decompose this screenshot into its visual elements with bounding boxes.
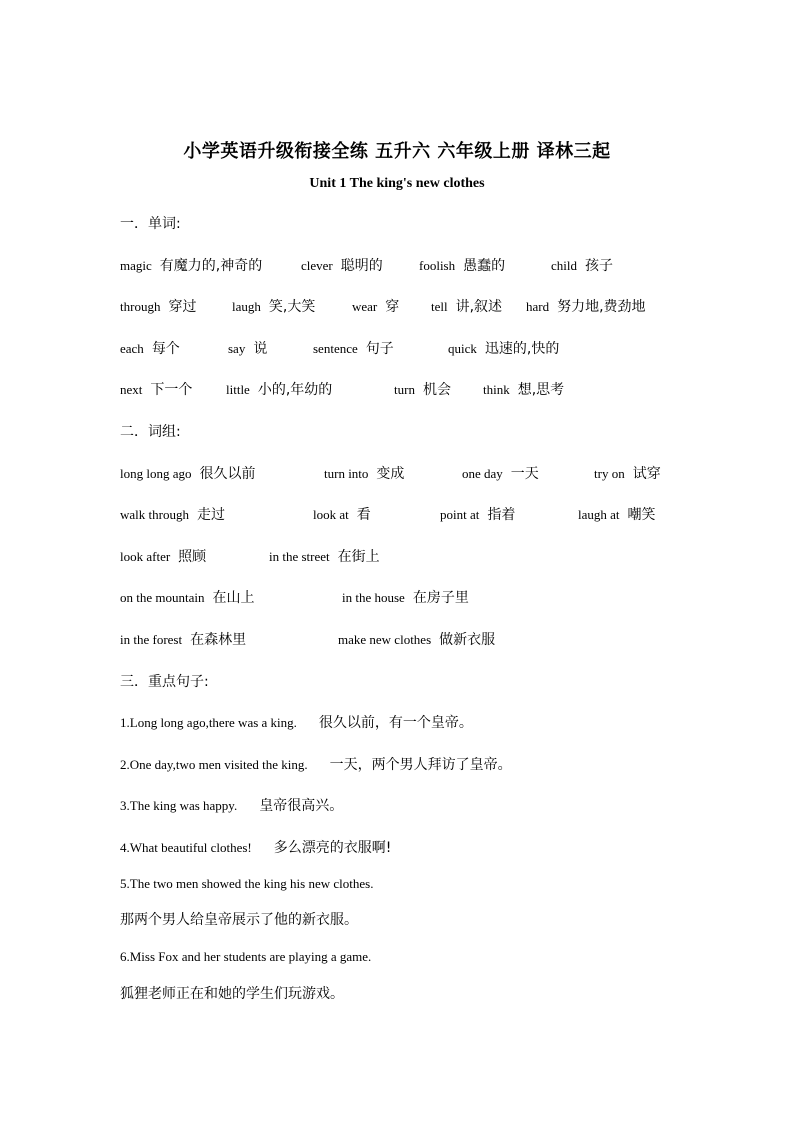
phrase-item: make new clothes 做新衣服	[338, 632, 496, 648]
section-words-heading: 一．单词:	[120, 216, 181, 232]
sentence-translation: 那两个男人给皇帝展示了他的新衣服。	[120, 912, 358, 928]
word-item: foolish 愚蠢的	[419, 258, 506, 274]
sentence-line: 3.The king was happy. 皇帝很高兴。	[120, 798, 344, 814]
section-phrases-heading: 二．词组:	[120, 424, 181, 440]
phrase-item: in the forest 在森林里	[120, 632, 247, 648]
sentence-translation: 狐狸老师正在和她的学生们玩游戏。	[120, 986, 344, 1002]
phrase-item: look at 看	[313, 507, 371, 523]
sentence-line: 1.Long long ago,there was a king. 很久以前，有一个皇帝。	[120, 715, 473, 731]
phrase-item: walk through 走过	[120, 507, 225, 523]
sentence-line: 2.One day,two men visited the king. 一天，两个男人拜访了皇帝。	[120, 757, 512, 773]
phrase-item: try on 试穿	[594, 466, 661, 482]
phrase-item: turn into 变成	[324, 466, 405, 482]
phrase-item: laugh at 嘲笑	[578, 507, 656, 523]
word-item: think 想,思考	[483, 382, 565, 398]
unit-subtitle: Unit 1 The king's new clothes	[309, 176, 485, 191]
phrase-item: on the mountain 在山上	[120, 590, 255, 606]
word-item: tell 讲,叙述	[431, 299, 503, 315]
word-item: magic 有魔力的,神奇的	[120, 258, 263, 274]
word-item: sentence 句子	[313, 341, 394, 357]
phrase-item: one day 一天	[462, 466, 539, 482]
word-item: little 小的,年幼的	[226, 382, 333, 398]
sentence-line: 4.What beautiful clothes! 多么漂亮的衣服啊!	[120, 840, 392, 856]
word-item: each 每个	[120, 341, 180, 357]
word-item: hard 努力地,费劲地	[526, 299, 646, 315]
phrase-item: in the street 在街上	[269, 549, 380, 565]
word-item: wear 穿	[352, 299, 400, 315]
word-item: child 孩子	[551, 258, 613, 274]
sentence-line: 5.The two men showed the king his new clothes.	[120, 876, 374, 891]
word-item: say 说	[228, 341, 268, 357]
phrase-item: point at 指着	[440, 507, 516, 523]
phrase-item: long long ago 很久以前	[120, 466, 256, 482]
word-item: quick 迅速的,快的	[448, 341, 560, 357]
phrase-item: look after 照顾	[120, 549, 207, 565]
word-item: clever 聪明的	[301, 258, 383, 274]
sentence-line: 6.Miss Fox and her students are playing a game.	[120, 949, 372, 964]
word-item: turn 机会	[394, 382, 451, 398]
word-item: laugh 笑,大笑	[232, 299, 316, 315]
word-item: next 下一个	[120, 382, 193, 398]
page-title: 小学英语升级衔接全练 五升六 六年级上册 译林三起	[183, 141, 611, 162]
section-sentences-heading: 三．重点句子:	[120, 674, 209, 690]
phrase-item: in the house 在房子里	[342, 590, 469, 606]
word-item: through 穿过	[120, 299, 197, 315]
